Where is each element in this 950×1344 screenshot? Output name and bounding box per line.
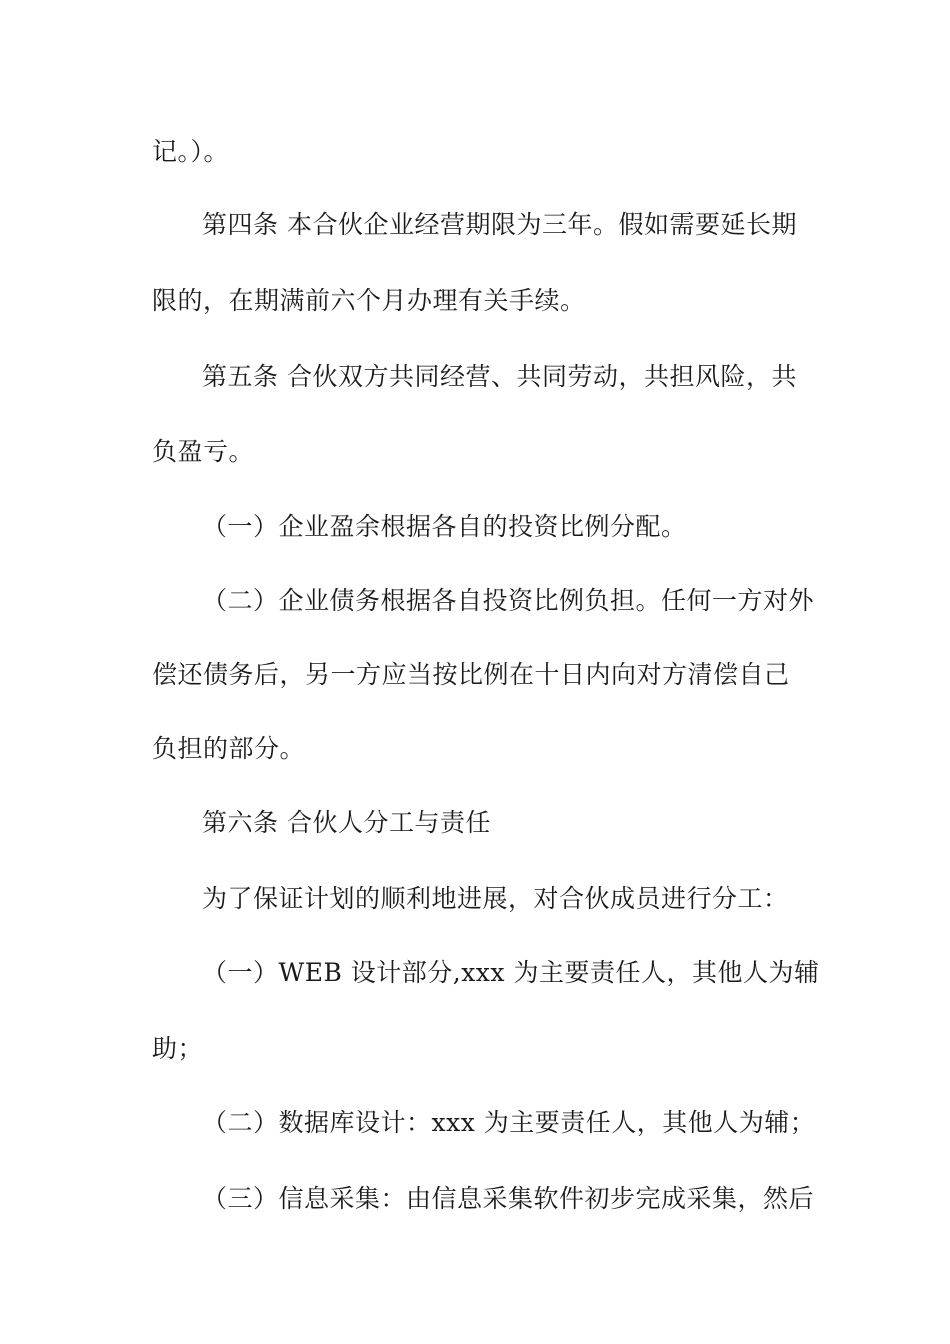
text-line: 助； <box>152 1034 204 1063</box>
article-6-heading: 第六条 合伙人分工与责任 <box>202 808 491 837</box>
text-line: 负担的部分。 <box>152 734 306 763</box>
article-5-line: 第五条 合伙双方共同经营、共同劳动，共担风险，共 <box>202 362 797 391</box>
clause-item: （二）企业债务根据各自投资比例负担。任何一方对外 <box>202 586 815 615</box>
text-line: 负盈亏。 <box>152 437 255 466</box>
article-4-line: 第四条 本合伙企业经营期限为三年。假如需要延长期 <box>202 210 797 239</box>
clause-item: （一）WEB 设计部分,xxx 为主要责任人，其他人为辅 <box>202 958 820 987</box>
clause-item: （二）数据库设计：xxx 为主要责任人，其他人为辅； <box>202 1108 816 1137</box>
text-line: 记。）。 <box>152 137 230 166</box>
clause-item: （三）信息采集：由信息采集软件初步完成采集，然后 <box>202 1184 815 1213</box>
text-line: 为了保证计划的顺利地进展，对合伙成员进行分工： <box>202 884 789 913</box>
text-line: 限的，在期满前六个月办理有关手续。 <box>152 286 586 315</box>
clause-item: （一）企业盈余根据各自的投资比例分配。 <box>202 512 687 541</box>
text-line: 偿还债务后，另一方应当按比例在十日内向对方清偿自己 <box>152 660 790 689</box>
